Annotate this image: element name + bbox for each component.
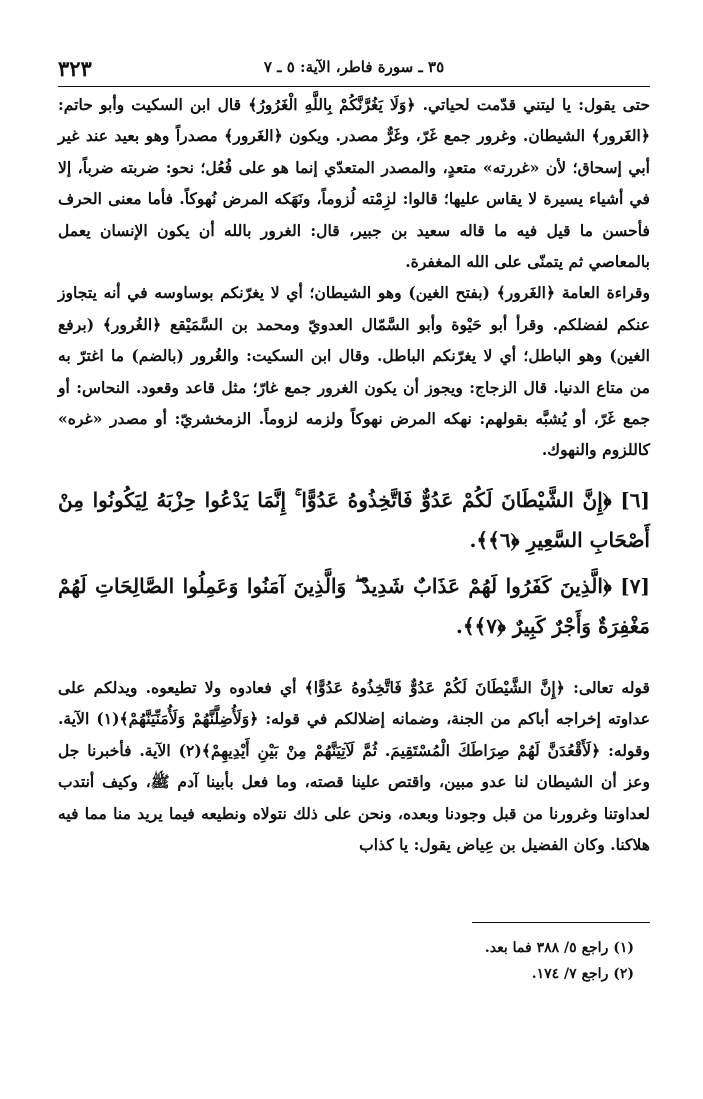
quran-verse-7: [٧] ﴿الَّذِينَ كَفَرُوا لَهُمْ عَذَابٌ شَدِيدٌ ۖ وَالَّذِينَ آمَنُوا وَعَمِلُوا الصَّالِحَاتِ لَهُمْ مَغْفِرَةٌ وَأَجْرٌ كَبِيرٌ ﴿٧﴾﴾.: [58, 573, 650, 638]
footnote-1: (١) راجع ٥/ ٣٨٨ فما بعد.: [484, 940, 634, 956]
commentary-paragraph: قوله تعالى: ﴿إِنَّ الشَّيْطَانَ لَكُمْ عَدُوٌّ فَاتَّخِذُوهُ عَدُوًّا﴾ أي فعادوه ولا تطيعوه. ويدلكم على عداوته إخراجه أباكم من الجنة، وضمانه إضلالكم في قوله: ﴿وَلَأُضِلَّنَّهُمْ وَلَأُمَنِّيَنَّهُمْ﴾(١) الآية. وقوله: ﴿لَأَقْعُدَنَّ لَهُمْ صِرَاطَكَ الْمُسْتَقِيمَ. ثُمَّ لَآتِيَنَّهُمْ مِنْ بَيْنِ أَيْدِيهِمْ﴾(٢) الآية. فأخبرنا جل وعز أن الشيطان لنا عدو مبين، واقتص علينا قصته، وما فعل بأبينا آدم ﷺ، وكيف أنتدب لعداوتنا وغرورنا من قبل وجودنا وبعده، ونحن على ذلك نتولاه ونطيعه فيما يريد منا مما فيه هلاكنا. وكان الفضيل بن عِياض يقول: يا كذاب: [58, 677, 650, 854]
tafsir-paragraph: حتى يقول: يا ليتني قدّمت لحياتي. ﴿وَلَا يَغُرَّنَّكُمْ بِاللَّهِ الْغَرُورُ﴾ قال ابن السكيت وأبو حاتم: ﴿الغَرور﴾ الشيطان. وغرور جمع غَرّ، وغَرٌّ مصدر. ويكون ﴿الغَرور﴾ مصدراً وهو بعيد عند غير أبي إسحاق؛ لأن «غررته» متعدٍ، والمصدر المتعدّي إنما هو على فُعُل؛ نحو: ضربته ضرباً، إلا في أشياء يسيرة لا يقاس عليها؛ قالوا: لزِمْته لُزوماً، ونَهَكه المرض نُهوكاً. فأما معنى الحرف فأحسن ما قيل فيه ما قاله سعيد بن جبير، قال: الغرور بالله أن يكون الإنسان يعمل بالمعاصي ثم يتمنّى على الله المغفرة.: [58, 95, 650, 272]
footnote-divider: [472, 922, 650, 923]
footnotes: [74, 935, 634, 987]
page-header: [58, 52, 650, 87]
tafsir-paragraph: وقراءة العامة ﴿الغَرور﴾ (بفتح الغين) وهو الشيطان؛ أي لا يغرّنكم بوساوسه في أنه يتجاوز عنكم لفضلكم. وقرأ أبو حَيْوة وأبو السَّمّال العدويّ ومحمد بن السَّمَيْقع ﴿الغُرور﴾ (برفع الغين) وهو الباطل؛ أي لا يغرّنكم الباطل. وقال ابن السكيت: والغُرور (بالضم) ما اغترّ به من متاع الدنيا. قال الزجاج: ويجوز أن يكون الغرور جمع غارّ؛ مثل قاعد وقعود. النحاس: أو جمع غَرّ، أو يُشبَّه بقولهم: نهكه المرض نهوكاً ولزمه لزوماً. الزمخشريّ: أو مصدر «غره» كاللزوم والنهوك.: [58, 283, 650, 460]
page-number: ٣٢٣: [58, 56, 92, 81]
running-title: ٣٥ ـ سورة فاطر، الآية: ٥ ـ ٧: [263, 58, 445, 76]
quran-verse-6: [٦] ﴿إِنَّ الشَّيْطَانَ لَكُمْ عَدُوٌّ فَاتَّخِذُوهُ عَدُوًّا ۚ إِنَّمَا يَدْعُوا حِزْبَهُ لِيَكُونُوا مِنْ أَصْحَابِ السَّعِيرِ ﴿٦﴾﴾.: [58, 487, 650, 552]
footnote-2: (٢) راجع ٧/ ١٧٤.: [531, 966, 634, 982]
page: [58, 52, 650, 860]
